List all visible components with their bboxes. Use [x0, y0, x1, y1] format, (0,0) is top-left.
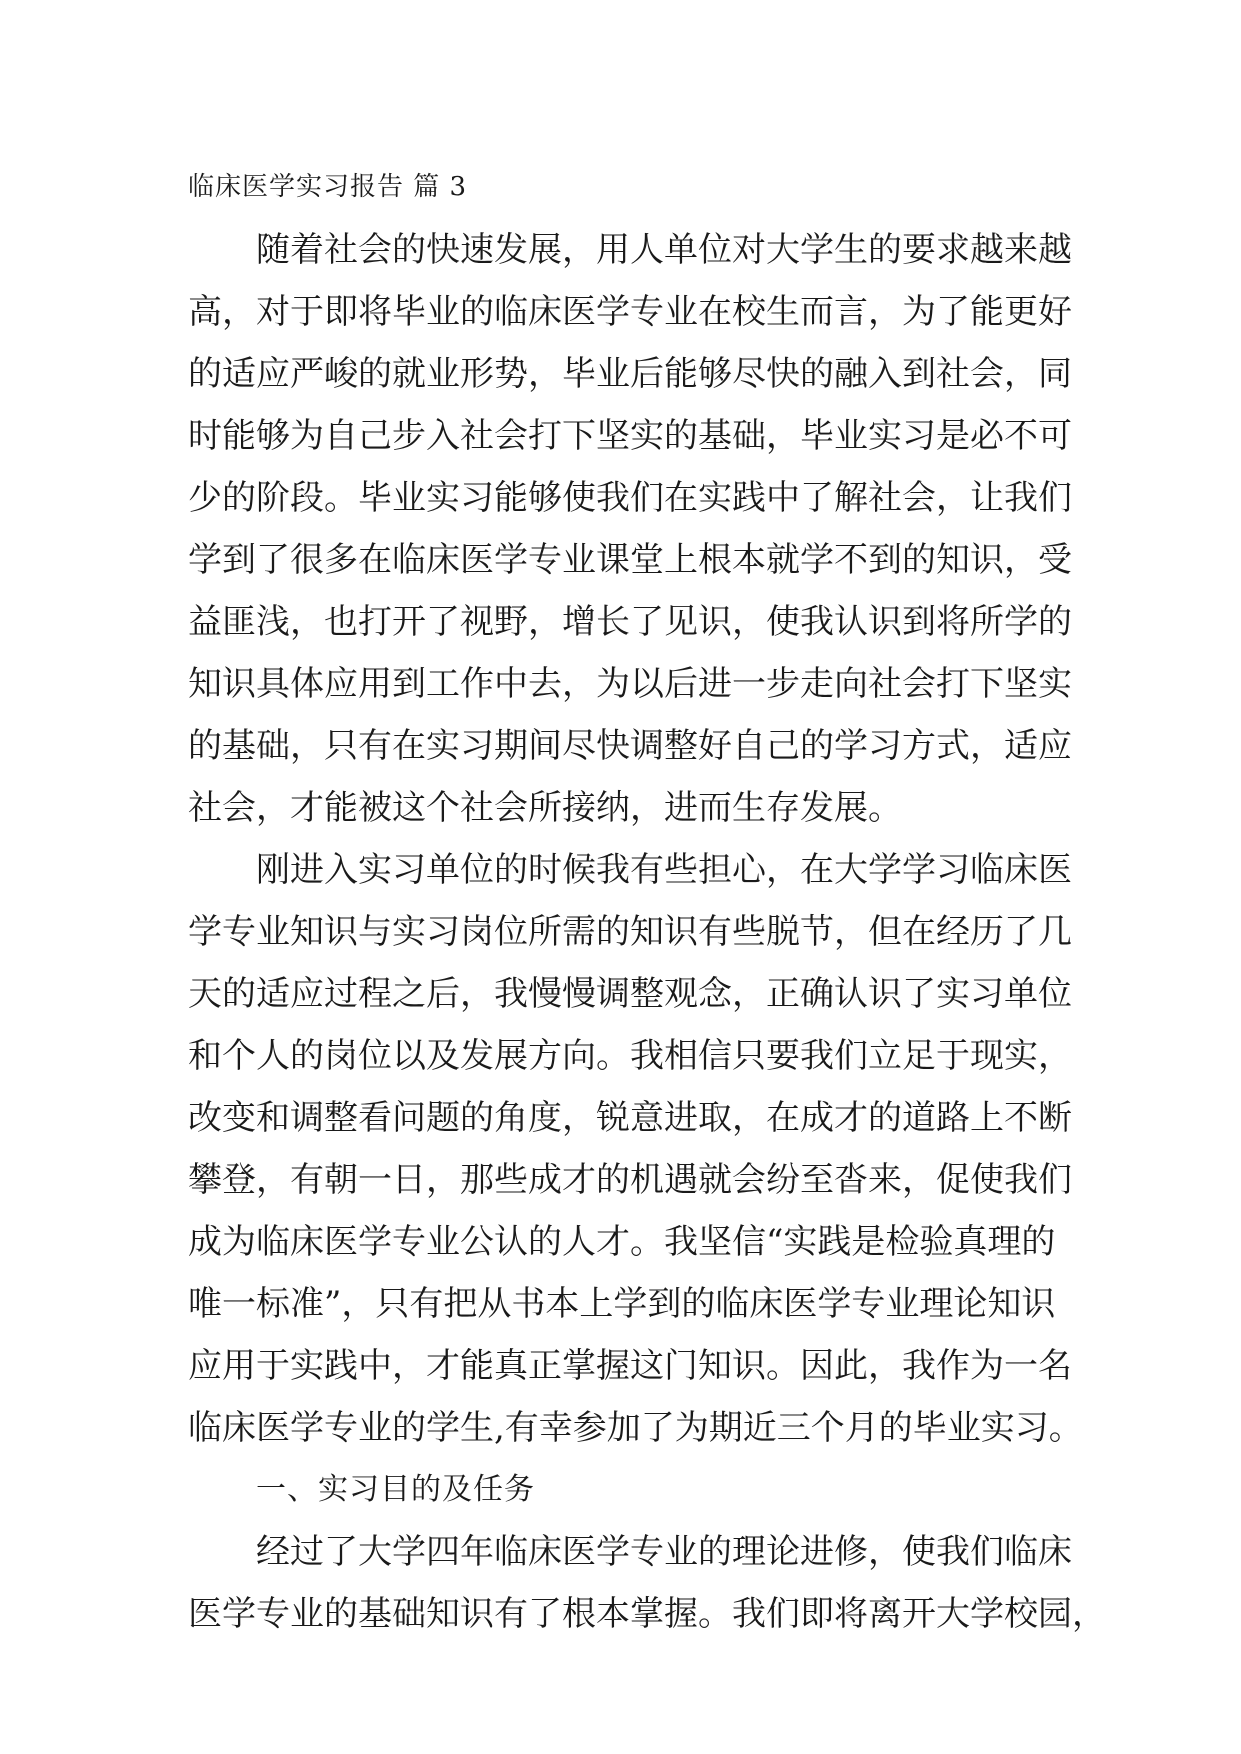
paragraph-line: 的适应严峻的就业形势，毕业后能够尽快的融入到社会，同 — [188, 354, 1072, 394]
paragraph-line: 少的阶段。毕业实习能够使我们在实践中了解社会，让我们 — [188, 478, 1072, 518]
paragraph-line: 成为临床医学专业公认的人才。我坚信“实践是检验真理的 — [188, 1222, 1056, 1262]
paragraph-line: 攀登，有朝一日，那些成才的机遇就会纷至沓来，促使我们 — [188, 1160, 1072, 1200]
paragraph-line: 临床医学专业的学生,有幸参加了为期近三个月的毕业实习。 — [188, 1408, 1083, 1448]
paragraph-line: 学到了很多在临床医学专业课堂上根本就学不到的知识，受 — [188, 540, 1072, 580]
paragraph-line: 经过了大学四年临床医学专业的理论进修，使我们临床 — [256, 1532, 1072, 1572]
paragraph-line: 唯一标准”，只有把从书本上学到的临床医学专业理论知识 — [188, 1284, 1056, 1324]
paragraph-line: 社会，才能被这个社会所接纳，进而生存发展。 — [188, 788, 902, 828]
paragraph-line: 时能够为自己步入社会打下坚实的基础，毕业实习是必不可 — [188, 416, 1072, 456]
paragraph-line: 应用于实践中，才能真正掌握这门知识。因此，我作为一名 — [188, 1346, 1072, 1386]
paragraph-line: 和个人的岗位以及发展方向。我相信只要我们立足于现实， — [188, 1036, 1072, 1076]
paragraph-line: 益匪浅，也打开了视野，增长了见识，使我认识到将所学的 — [188, 602, 1072, 642]
paragraph-line: 高，对于即将毕业的临床医学专业在校生而言，为了能更好 — [188, 292, 1072, 332]
paragraph-line: 医学专业的基础知识有了根本掌握。我们即将离开大学校园， — [188, 1594, 1106, 1634]
paragraph-line: 学专业知识与实习岗位所需的知识有些脱节，但在经历了几 — [188, 912, 1072, 952]
paragraph-line: 知识具体应用到工作中去，为以后进一步走向社会打下坚实 — [188, 664, 1072, 704]
paragraph-line: 的基础，只有在实习期间尽快调整好自己的学习方式，适应 — [188, 726, 1072, 766]
paragraph-line: 刚进入实习单位的时候我有些担心，在大学学习临床医 — [256, 850, 1072, 890]
section-heading: 一、实习目的及任务 — [256, 1472, 535, 1507]
document-title: 临床医学实习报告 篇 3 — [188, 172, 468, 202]
paragraph-line: 随着社会的快速发展，用人单位对大学生的要求越来越 — [256, 230, 1072, 270]
paragraph-line: 天的适应过程之后，我慢慢调整观念，正确认识了实习单位 — [188, 974, 1072, 1014]
paragraph-line: 改变和调整看问题的角度，锐意进取，在成才的道路上不断 — [188, 1098, 1072, 1138]
